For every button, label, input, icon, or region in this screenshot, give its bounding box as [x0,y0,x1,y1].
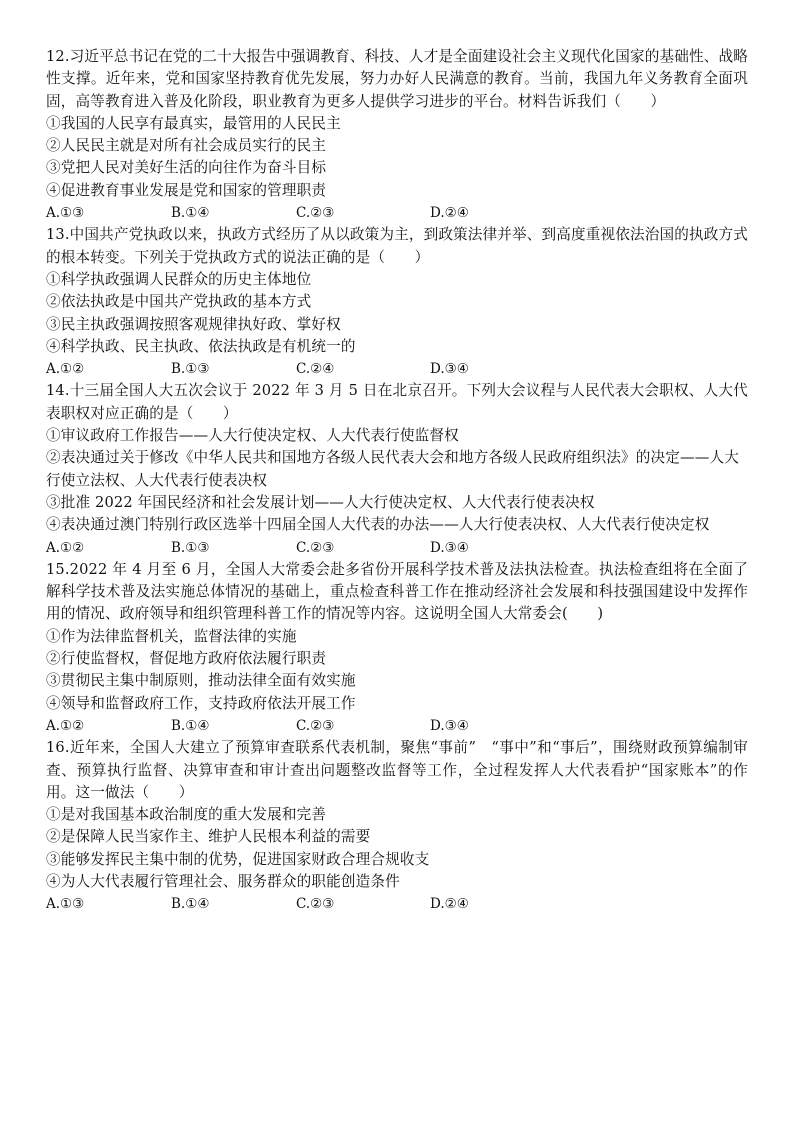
statement-2: ②表决通过关于修改《中华人民共和国地方各级人民代表大会和地方各级人民政府组织法》的决定——人大行使立法权、人大代表行使表决权 [46,449,739,489]
answer-choices [46,537,748,559]
choice-d[interactable]: D.②④ [430,896,469,913]
statement-3: ③能够发挥民主集中制的优势，促进国家财政合理合规收支 [46,850,430,868]
question-stem: 13.中国共产党执政以来，执政方式经历了从以政策为主，到政策法律并举、到高度重视依法治国的执政方式的根本转变。下列关于党执政方式的说法正确的是（ ） [46,226,748,266]
choice-b[interactable]: B.①③ [171,539,210,556]
statement-4: ④表决通过澳门特别行政区选举十四届全国人大代表的办法——人大行使表决权、人大代表行使决定权 [46,516,710,534]
question-14 [46,380,748,558]
question-stem: 12.习近平总书记在党的二十大报告中强调教育、科技、人才是全面建设社会主义现代化国家的基础性、战略性支撑。近年来，党和国家坚持教育优先发展，努力办好人民满意的教育。当前，我国九年义务教育全面巩固，高等教育进入普及化阶段，职业教育为更多人提供学习进步的平台。材料告诉我们（ ） [46,48,748,110]
choice-c[interactable]: C.②③ [296,539,335,556]
choice-a[interactable]: A.①③ [46,896,85,913]
exam-page [46,46,748,916]
choice-c[interactable]: C.②③ [296,717,335,734]
statement-3: ③贯彻民主集中制原则，推动法律全面有效实施 [46,672,356,690]
statement-2: ②人民民主就是对所有社会成员实行的民主 [46,137,327,155]
choice-b[interactable]: B.①③ [171,361,210,378]
statement-3: ③民主执政强调按照客观规律执好政、掌好权 [46,315,341,333]
question-stem: 14.十三届全国人大五次会议于 2022 年 3 月 5 日在北京召开。下列大会议程与人民代表大会职权、人大代表职权对应正确的是（ ） [46,382,748,422]
choice-a[interactable]: A.①② [46,361,85,378]
answer-choices [46,715,748,737]
statement-4: ④促进教育事业发展是党和国家的管理职责 [46,181,327,199]
question-stem: 16.近年来，全国人大建立了预算审查联系代表机制，聚焦“事前” “事中”和“事后”，围绕财政预算编制审查、预算执行监督、决算审查和审计查出问题整改监督等工作，全过程发挥人大代表看护“国家账本”的作用。这一做法（ ） [46,739,748,801]
question-13 [46,224,748,380]
question-12 [46,46,748,224]
choice-d[interactable]: D.③④ [430,361,469,378]
answer-choices [46,893,748,915]
statement-1: ①审议政府工作报告——人大行使决定权、人大代表行使监督权 [46,427,459,445]
choice-d[interactable]: D.②④ [430,205,469,222]
statement-2: ②是保障人民当家作主、维护人民根本利益的需要 [46,828,371,846]
choice-d[interactable]: D.③④ [430,539,469,556]
statement-1: ①是对我国基本政治制度的重大发展和完善 [46,806,327,824]
statement-2: ②行使监督权，督促地方政府依法履行职责 [46,650,327,668]
choice-c[interactable]: C.②③ [296,896,335,913]
choice-b[interactable]: B.①④ [171,896,210,913]
statement-4: ④科学执政、民主执政、依法执政是有机统一的 [46,337,356,355]
statement-3: ③党把人民对美好生活的向往作为奋斗目标 [46,159,327,177]
statement-1: ①作为法律监督机关，监督法律的实施 [46,627,297,645]
choice-d[interactable]: D.③④ [430,717,469,734]
choice-c[interactable]: C.②③ [296,205,335,222]
statement-4: ④领导和监督政府工作，支持政府依法开展工作 [46,694,356,712]
answer-choices [46,202,748,224]
question-15 [46,559,748,737]
answer-choices [46,358,748,380]
statement-3: ③批准 2022 年国民经济和社会发展计划——人大行使决定权、人大代表行使表决权 [46,493,595,511]
statement-1: ①科学执政强调人民群众的历史主体地位 [46,270,312,288]
choice-b[interactable]: B.①④ [171,205,210,222]
choice-b[interactable]: B.①④ [171,717,210,734]
question-16 [46,737,748,915]
statement-1: ①我国的人民享有最真实，最管用的人民民主 [46,114,341,132]
choice-a[interactable]: A.①② [46,539,85,556]
statement-2: ②依法执政是中国共产党执政的基本方式 [46,293,312,311]
question-stem: 15.2022 年 4 月至 6 月，全国人大常委会赴多省份开展科学技术普及法执法检查。执法检查组将在全面了解科学技术普及法实施总体情况的基础上，重点检查科普工作在推动经济社会发展和科技强国建设中发挥作用的情况、政府领导和组织管理科普工作的情况等内容。这说明全国人大常委会( ) [46,560,748,623]
choice-c[interactable]: C.②④ [296,361,335,378]
choice-a[interactable]: A.①③ [46,205,85,222]
choice-a[interactable]: A.①② [46,717,85,734]
statement-4: ④为人大代表履行管理社会、服务群众的职能创造条件 [46,872,400,890]
